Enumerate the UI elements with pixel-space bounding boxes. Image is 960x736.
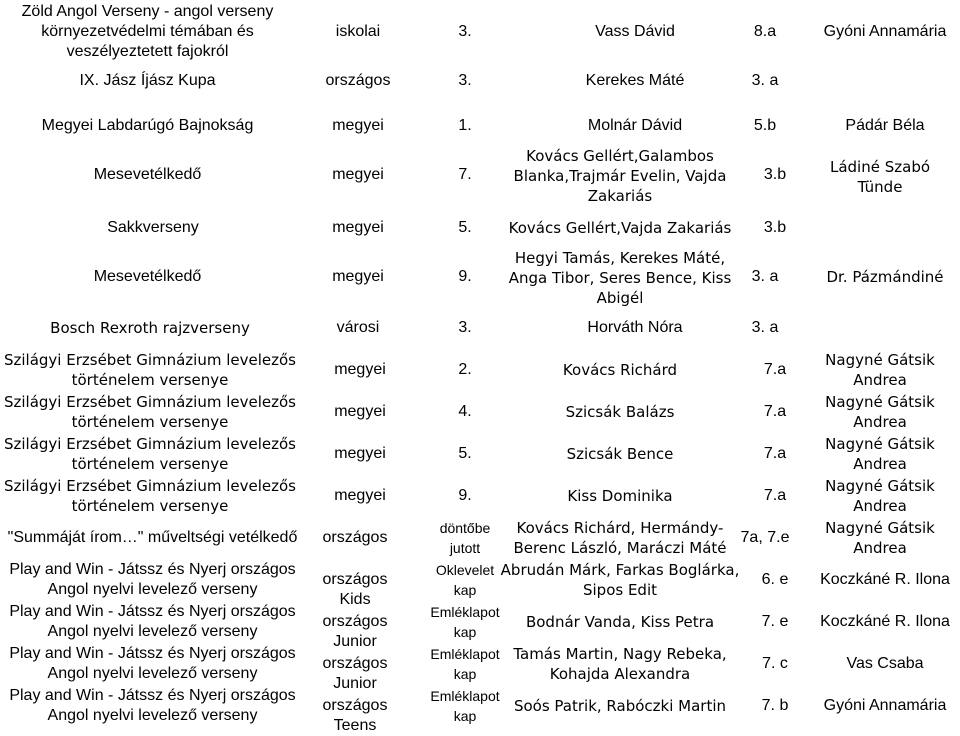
student-cell: Kerekes Máté xyxy=(585,72,685,89)
level-cell: országos xyxy=(325,72,391,89)
teacher-cell: Koczkáné R. Ilona xyxy=(820,571,950,588)
teacher-cell: Pádár Béla xyxy=(845,117,925,134)
competition-cell: Szilágyi Erzsébet Gimnázium levelezős történelem versenye xyxy=(3,435,296,473)
level-cell: megyei xyxy=(332,166,384,183)
level-cell: országos Junior xyxy=(322,613,388,650)
class-cell: 7. b xyxy=(761,697,789,714)
place-cell: 1. xyxy=(458,117,472,134)
student-cell: Kovács Gellért,Galambos Blanka,Trajmár Evelin, Vajda Zakariás xyxy=(513,147,727,205)
level-cell: megyei xyxy=(332,117,384,134)
place-cell: 2. xyxy=(458,361,472,378)
class-cell: 3.b xyxy=(763,219,787,236)
competition-cell: Zöld Angol Verseny - angol verseny környezetvédelmi témában és veszélyeztetett fajokról xyxy=(21,3,274,60)
student-cell: Szicsák Balázs xyxy=(565,403,675,421)
class-cell: 3. a xyxy=(751,72,779,89)
competition-cell: Mesevetélkedő xyxy=(93,268,202,285)
place-cell: Emléklapot kap xyxy=(430,604,500,640)
student-cell: Soós Patrik, Rabóczki Martin xyxy=(513,697,727,715)
class-cell: 6. e xyxy=(761,571,789,588)
competition-cell: Play and Win - Játssz és Nyerj országos Angol nyelvi levelező verseny xyxy=(9,603,296,640)
class-cell: 7. e xyxy=(761,613,789,630)
class-cell: 3. a xyxy=(751,319,779,336)
student-cell: Kovács Richárd, Hermándy-Berenc László, Maráczi Máté xyxy=(513,519,727,557)
teacher-cell: Vas Csaba xyxy=(846,655,924,672)
student-cell: Szicsák Bence xyxy=(566,445,674,463)
teacher-cell: Nagyné Gátsik Andrea xyxy=(825,477,935,515)
class-cell: 7.a xyxy=(763,445,787,462)
place-cell: 3. xyxy=(458,23,472,40)
student-cell: Hegyi Tamás, Kerekes Máté, Anga Tibor, Seres Bence, Kiss Abigél xyxy=(508,249,732,307)
competition-cell: Megyei Labdarúgó Bajnokság xyxy=(41,117,254,134)
level-cell: megyei xyxy=(334,487,386,504)
class-cell: 7a, 7.e xyxy=(740,529,790,546)
student-cell: Vass Dávid xyxy=(595,23,675,40)
teacher-cell: Koczkáné R. Ilona xyxy=(820,613,950,630)
student-cell: Kovács Gellért,Vajda Zakariás xyxy=(508,219,732,237)
competition-cell: Play and Win - Játssz és Nyerj országos Angol nyelvi levelező verseny xyxy=(9,645,296,682)
place-cell: 3. xyxy=(458,319,472,336)
place-cell: 3. xyxy=(458,72,472,89)
class-cell: 7. c xyxy=(762,655,788,672)
place-cell: 9. xyxy=(458,268,472,285)
class-cell: 3. a xyxy=(751,268,779,285)
teacher-cell: Nagyné Gátsik Andrea xyxy=(825,435,935,473)
student-cell: Abrudán Márk, Farkas Boglárka, Sipos Edit xyxy=(500,561,740,599)
level-cell: országos Junior xyxy=(322,655,388,692)
place-cell: Emléklapot kap xyxy=(430,646,500,682)
teacher-cell: Nagyné Gátsik Andrea xyxy=(825,393,935,431)
place-cell: 4. xyxy=(458,403,472,420)
competition-cell: Bosch Rexroth rajzverseny xyxy=(50,319,250,337)
teacher-cell: Nagyné Gátsik Andrea xyxy=(825,519,935,557)
place-cell: 5. xyxy=(458,445,472,462)
competition-cell: Play and Win - Játssz és Nyerj országos Angol nyelvi levelező verseny xyxy=(9,687,296,724)
teacher-cell: Nagyné Gátsik Andrea xyxy=(825,351,935,389)
competition-cell: IX. Jász Íjász Kupa xyxy=(79,72,216,89)
place-cell: Emléklapot kap xyxy=(430,688,500,724)
class-cell: 7.a xyxy=(763,487,787,504)
class-cell: 8.a xyxy=(753,23,777,40)
competition-cell: Szilágyi Erzsébet Gimnázium levelezős történelem versenye xyxy=(3,393,296,431)
competition-cell: Mesevetélkedő xyxy=(93,166,202,183)
teacher-cell: Gyóni Annamária xyxy=(823,697,947,714)
level-cell: országos xyxy=(322,529,388,546)
level-cell: megyei xyxy=(334,403,386,420)
competition-cell: "Summáját írom…" műveltségi vetélkedő xyxy=(7,529,298,546)
level-cell: megyei xyxy=(332,268,384,285)
student-cell: Bodnár Vanda, Kiss Petra xyxy=(525,613,715,631)
place-cell: 5. xyxy=(458,219,472,236)
level-cell: iskolai xyxy=(335,23,381,40)
class-cell: 3.b xyxy=(763,166,787,183)
competition-cell: Sakkverseny xyxy=(107,219,199,236)
competition-cell: Szilágyi Erzsébet Gimnázium levelezős történelem versenye xyxy=(3,351,296,389)
class-cell: 7.a xyxy=(763,403,787,420)
level-cell: országos Kids xyxy=(322,571,388,608)
place-cell: döntőbe jutott xyxy=(439,520,491,556)
student-cell: Molnár Dávid xyxy=(587,117,683,134)
level-cell: városi xyxy=(336,319,380,336)
level-cell: országos Teens xyxy=(322,697,388,734)
competition-cell: Szilágyi Erzsébet Gimnázium levelezős történelem versenye xyxy=(3,477,296,515)
teacher-cell: Gyóni Annamária xyxy=(823,23,947,40)
student-cell: Tamás Martin, Nagy Rebeka, Kohajda Alexandra xyxy=(513,645,727,683)
class-cell: 7.a xyxy=(763,361,787,378)
class-cell: 5.b xyxy=(753,117,777,134)
student-cell: Horváth Nóra xyxy=(587,319,683,336)
competition-cell: Play and Win - Játssz és Nyerj országos Angol nyelvi levelező verseny xyxy=(9,561,296,598)
student-cell: Kovács Richárd xyxy=(562,361,678,379)
teacher-cell: Dr. Pázmándiné xyxy=(826,268,944,286)
place-cell: 9. xyxy=(458,487,472,504)
teacher-cell: Ládiné Szabó Tünde xyxy=(829,158,931,196)
level-cell: megyei xyxy=(334,361,386,378)
level-cell: megyei xyxy=(332,219,384,236)
student-cell: Kiss Dominika xyxy=(567,487,673,505)
level-cell: megyei xyxy=(334,445,386,462)
place-cell: 7. xyxy=(458,166,472,183)
place-cell: Oklevelet kap xyxy=(435,562,495,598)
